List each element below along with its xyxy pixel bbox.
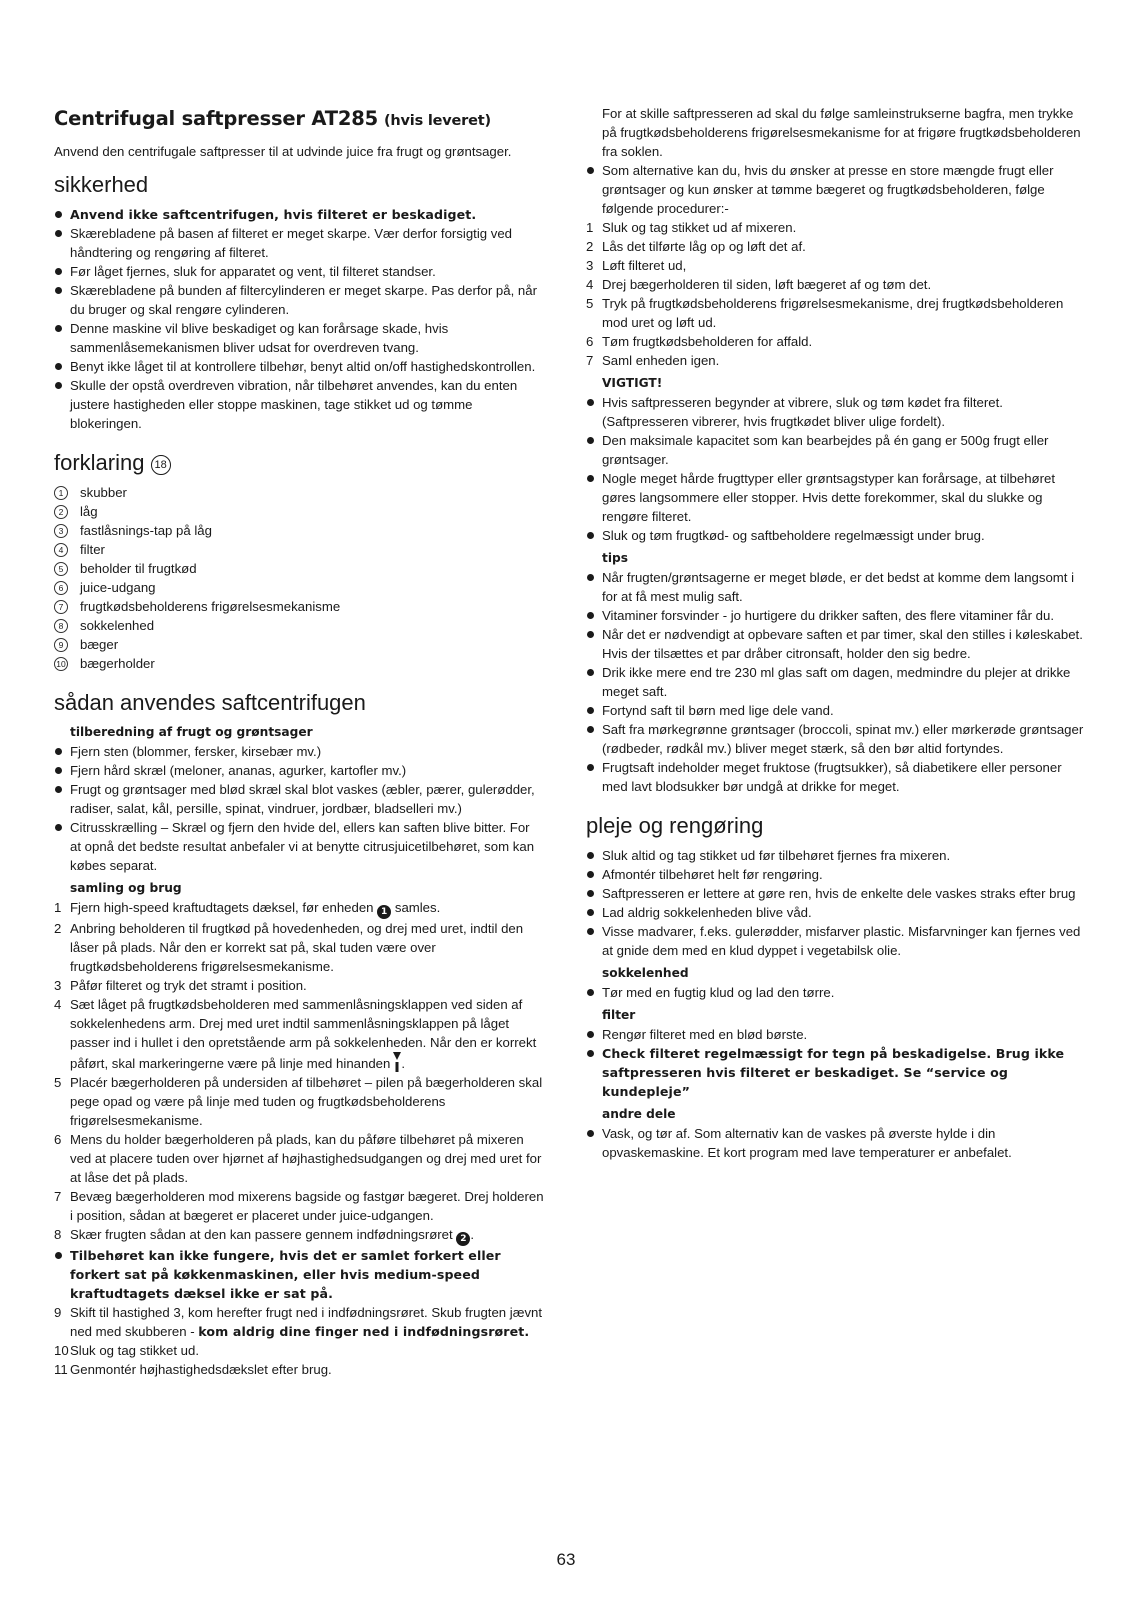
step-text: Drej bægerholderen til siden, løft bægeret af og tøm det. [602,277,932,292]
empty-step [586,332,1086,351]
filter-list [586,1025,1086,1101]
step-text: Påfør filteret og tryk det stramt i position. [70,978,307,993]
legend-number: 1 [54,486,68,500]
step-number: 5 [586,296,594,311]
disassembly-text: For at skille saftpresseren ad skal du følge samleinstrukserne bagfra, men trykke på frugtkødsbeholderens frigørelsesmekanisme for at frigøre frugtkødsbeholderen fra soklen. [602,106,1081,159]
step-number: 3 [586,258,594,273]
safety-heading: sikkerhed [54,172,149,197]
legend-item [54,540,544,559]
legend-label: juice-udgang [80,580,156,595]
empty-step [586,294,1086,332]
warning-item: Tilbehøret kan ikke fungere, hvis det er samlet forkert eller forkert sat på køkkenmaskinen, eller hvis medium-speed kraftudtagets dæksel ikke er sat på. [54,1246,544,1303]
safety-item: Denne maskine vil blive beskadiget og kan forårsage skade, hvis sammenlåsemekanismen bliver udsat for overdreven tvang. [54,319,544,357]
legend-number: 4 [54,543,68,557]
step-text: Tryk på frugtkødsbeholderens frigørelsesmekanisme, drej frugtkødsbeholderen mod uret og løft ud. [602,296,1064,330]
other-parts-item: Vask, og tør af. Som alternativ kan de vaskes på øverste hylde i din opvaskemaskine. Et kort program med lave temperaturer er anbefalet. [586,1124,1086,1162]
legend-item [54,483,544,502]
legend-number: 9 [54,638,68,652]
prep-item: Frugt og grøntsager med blød skræl skal blot vaskes (æbler, pærer, gulerødder, radiser, salat, kål, persille, spinat, vindruer, jordbær, bladselleri mv.) [54,780,544,818]
legend-number: 2 [54,505,68,519]
figure-badge: 2 [456,1232,470,1246]
left-column [54,102,544,1379]
other-parts-heading: andre dele [602,1107,676,1121]
step-text: Sluk og tag stikket ud. [70,1343,200,1358]
other-parts-list [586,1124,1086,1162]
legend-number: 3 [54,524,68,538]
step-text: Anbring beholderen til frugtkød på hovedenheden, og drej med uret, indtil den låser på plads. Når den er korrekt sat på, skal tuden være over frugtkødsbeholderens frigørelsesmekanisme. [70,921,524,974]
assembly-heading: samling og brug [70,881,182,895]
assembly-steps [54,898,544,1246]
legend-label: filter [80,542,105,557]
safety-item: Anvend ikke saftcentrifugen, hvis filteret er beskadiget. [54,205,544,224]
step-text: Genmontér højhastighedsdækslet efter brug. [70,1362,332,1377]
important-item: Sluk og tøm frugtkød- og saftbeholdere regelmæssigt under brug. [586,526,1086,545]
tip-item: Saft fra mørkegrønne grøntsager (broccoli, spinat mv.) eller mørkerøde grøntsager (rødbeder, rødkål mv.) bliver meget stærk, så den bør altid fortyndes. [586,720,1086,758]
legend-item [54,616,544,635]
title-main: Centrifugal saftpresser AT285 [54,107,378,130]
important-item: Den maksimale kapacitet som kan bearbejdes på én gang er 500g frugt eller grøntsager. [586,431,1086,469]
step-number: 4 [586,277,594,292]
prep-item: Fjern sten (blommer, fersker, kirsebær mv.) [54,742,544,761]
safety-item: Benyt ikke låget til at kontrollere tilbehør, benyt altid on/off hastighedskontrollen. [54,357,544,376]
assembly-step: 4 Sæt låget på frugtkødsbeholderen med sammenlåsningsklappen ved siden af sokkelenhedens arm. Drej med uret indtil sammenlåsningsklappen på låget passer ind i hullet i den opretstående arm på sokkelenheden. Når den er korrekt påført, skal markeringerne være på linje med hinanden . [54,997,537,1071]
legend-label: frugtkødsbeholderens frigørelsesmekanisme [80,599,341,614]
care-item: Lad aldrig sokkelenheden blive våd. [586,903,1086,922]
tips-heading: tips [602,551,628,565]
alignment-marks-icon [393,1052,401,1072]
figure-badge: 1 [377,905,391,919]
legend-heading-text: forklaring [54,450,145,475]
assembly-step: 6 Mens du holder bægerholderen på plads, kan du påføre tilbehøret på mixeren ved at placere tuden over hjørnet af højhastighedsudgangen og drej med uret for at låse det på plads. [54,1132,542,1185]
step-text: Skift til hastighed 3, kom herefter frugt ned i indfødningsrøret. Skub frugten jævnt ned med skubberen - [70,1305,543,1339]
assembly-step: 7 Bevæg bægerholderen mod mixerens bagside og fastgør bægeret. Drej holderen i position, sådan at bægeret er placeret under juice-udgangen. [54,1189,544,1223]
step-warning-text: kom aldrig dine finger ned i indfødningsrøret. [198,1324,530,1339]
legend-list [54,483,544,673]
tip-item: Når frugten/grøntsagerne er meget bløde, er det bedst at komme dem langsomt i for at få mest mulig saft. [586,568,1086,606]
step-number: 1 [586,220,594,235]
assembly-warning [54,1246,544,1303]
assembly-step: 5 Placér bægerholderen på undersiden af tilbehøret – pilen på bægerholderen skal pege opad og være på linje med tuden og frugtkødsbeholderens frigørelsesmekanisme. [54,1075,543,1128]
important-list [586,393,1086,545]
step-text: samles. [394,900,441,915]
base-heading: sokkelenhed [602,966,689,980]
legend-label: fastlåsnings-tap på låg [80,523,212,538]
step-text: Sæt låget på frugtkødsbeholderen med sammenlåsningsklappen ved siden af sokkelenhedens arm. Drej med uret indtil sammenlåsningsklappen på låget passer ind i hullet i den opretstående arm på sokkelenheden. Når den er korrekt påført, skal markeringerne være på linje med hinanden [70,997,537,1071]
page-title [54,106,544,134]
care-item: Sluk altid og tag stikket ud før tilbehøret fjernes fra mixeren. [586,846,1086,865]
legend-label: sokkelenhed [80,618,155,633]
step-number: 6 [586,334,594,349]
legend-label: låg [80,504,98,519]
prep-list [54,742,544,875]
filter-warning-item: Check filteret regelmæssigt for tegn på beskadigelse. Brug ikke saftpresseren hvis filteret er beskadiget. Se “service og kundepleje” [586,1044,1086,1101]
empty-step [586,218,1086,237]
safety-item: Før låget fjernes, sluk for apparatet og vent, til filteret standser. [54,262,544,281]
prep-heading: tilberedning af frugt og grøntsager [70,725,313,739]
assembly-step: 10 Sluk og tag stikket ud. [54,1343,200,1358]
care-item: Saftpresseren er lettere at gøre ren, hvis de enkelte dele vaskes straks efter brug [586,884,1086,903]
care-list [586,846,1086,960]
tip-item: Vitaminer forsvinder - jo hurtigere du drikker saften, des flere vitaminer får du. [586,606,1086,625]
legend-item [54,654,544,673]
empty-step [586,256,1086,275]
legend-label: beholder til frugtkød [80,561,197,576]
step-text: Saml enheden igen. [602,353,720,368]
safety-item: Skulle der opstå overdreven vibration, når tilbehøret anvendes, kan du enten justere hastigheden eller stoppe maskinen, tage stikket ud og tømme blokeringen. [54,376,544,433]
step-text: Mens du holder bægerholderen på plads, kan du påføre tilbehøret på mixeren ved at placere tuden over hjørnet af højhastighedsudgangen og drej med uret for at låse det på plads. [70,1132,542,1185]
assembly-step: 3 Påfør filteret og tryk det stramt i position. [54,978,307,993]
tip-item: Når det er nødvendigt at opbevare saften et par timer, skal den stilles i køleskabet. Hvis der tilsættes et par dråber citronsaft, holder den sig bedre. [586,625,1086,663]
legend-label: bæger [80,637,119,652]
care-heading: pleje og rengøring [586,813,764,838]
legend-label: bægerholder [80,656,155,671]
assembly-step: 1 Fjern high-speed kraftudtagets dæksel, før enheden 1 samles. [54,900,441,917]
step-text: Lås det tilførte låg op og løft det af. [602,239,806,254]
assembly-step: 11 Genmontér højhastighedsdækslet efter brug. [54,1362,332,1377]
legend-item [54,597,544,616]
empty-step [586,351,1086,370]
tip-item: Fortynd saft til børn med lige dele vand. [586,701,1086,720]
step-text: Sluk og tag stikket ud af mixeren. [602,220,797,235]
legend-number: 8 [54,619,68,633]
legend-item [54,521,544,540]
legend-item [54,578,544,597]
page-number: 63 [556,1550,576,1569]
care-item: Afmontér tilbehøret helt før rengøring. [586,865,1086,884]
assembly-step: 8 Skær frugten sådan at den kan passere gennem indfødningsrøret 2 . [54,1227,475,1244]
step-number: 2 [586,239,594,254]
empty-steps [586,218,1086,370]
step-text: Skær frugten sådan at den kan passere gennem indfødningsrøret [70,1227,453,1242]
legend-label: skubber [80,485,127,500]
prep-item: Citrusskrælling – Skræl og fjern den hvide del, ellers kan saften blive bitter. For at opnå det bedste resultat anbefaler vi at benytte citrusjuicetilbehøret, som kan købes separat. [54,818,544,875]
figure-ref-badge: 18 [151,455,171,475]
step-text: Tøm frugtkødsbeholderen for affald. [602,334,813,349]
title-sub: (hvis leveret) [384,113,491,129]
alternative-list [586,161,1086,218]
usage-heading: sådan anvendes saftcentrifugen [54,690,366,715]
important-item: Hvis saftpresseren begynder at vibrere, sluk og tøm kødet fra filteret. (Saftpresseren vibrerer, hvis frugtkødet bliver ulige fordelt). [586,393,1086,431]
filter-heading: filter [602,1008,636,1022]
tip-item: Drik ikke mere end tre 230 ml glas saft om dagen, medmindre du plejer at drikke meget saft. [586,663,1086,701]
safety-item: Skærebladene på bunden af filtercylinderen er meget skarpe. Pas derfor på, når du bruger og skal rengøre cylinderen. [54,281,544,319]
care-item: Visse madvarer, f.eks. gulerødder, misfarver plastic. Misfarvninger kan fjernes ved at gnide dem med en klud dyppet i vegetabilsk olie. [586,922,1086,960]
empty-step [586,237,1086,256]
right-column [586,104,1086,1162]
base-list [586,983,1086,1002]
legend-number: 6 [54,581,68,595]
prep-item: Fjern hård skræl (meloner, ananas, agurker, kartofler mv.) [54,761,544,780]
legend-number: 5 [54,562,68,576]
base-item: Tør med en fugtig klud og lad den tørre. [586,983,1086,1002]
step-text: Placér bægerholderen på undersiden af tilbehøret – pilen på bægerholderen skal pege opad og være på linje med tuden og frugtkødsbeholderens frigørelsesmekanisme. [70,1075,543,1128]
safety-list [54,205,544,433]
assembly-step: 9 Skift til hastighed 3, kom herefter frugt ned i indfødningsrøret. Skub frugten jævnt ned med skubberen - kom aldrig dine finger ned i indfødningsrøret. [54,1305,543,1339]
legend-item [54,635,544,654]
legend-heading [54,449,544,477]
assembly-steps-cont [54,1303,544,1379]
step-number: 7 [586,353,594,368]
important-item: Nogle meget hårde frugttyper eller grøntsagstyper kan forårsage, at tilbehøret gøres langsommere eller stopper. Hvis dette forekommer, skal du slukke og rengøre filteret. [586,469,1086,526]
tip-item: Frugtsaft indeholder meget fruktose (frugtsukker), så diabetikere eller personer med lavt blodsukker bør undgå at drikke for meget. [586,758,1086,796]
legend-number: 7 [54,600,68,614]
legend-item [54,502,544,521]
step-text: Bevæg bægerholderen mod mixerens bagside og fastgør bægeret. Drej holderen i position, sådan at bægeret er placeret under juice-udgangen. [70,1189,544,1223]
alternative-item: Som alternative kan du, hvis du ønsker at presse en store mængde frugt eller grøntsager og kun ønsker at tømme bægeret og frugtkødsbeholderen, følge følgende procedurer:- [586,161,1086,218]
step-text: Løft filteret ud, [602,258,687,273]
intro-text: Anvend den centrifugale saftpresser til at udvinde juice fra frugt og grøntsager. [54,144,512,159]
assembly-step: 2 Anbring beholderen til frugtkød på hovedenheden, og drej med uret, indtil den låser på plads. Når den er korrekt sat på, skal tuden være over frugtkødsbeholderens frigørelsesmekanisme. [54,921,524,974]
important-heading: VIGTIGT! [602,376,663,390]
filter-item: Rengør filteret med en blød børste. [586,1025,1086,1044]
legend-item [54,559,544,578]
empty-step [586,275,1086,294]
safety-item: Skærebladene på basen af filteret er meget skarpe. Vær derfor forsigtig ved håndtering og rengøring af filteret. [54,224,544,262]
step-text: Fjern high-speed kraftudtagets dæksel, før enheden [70,900,374,915]
tips-list [586,568,1086,796]
legend-number: 10 [54,657,68,671]
